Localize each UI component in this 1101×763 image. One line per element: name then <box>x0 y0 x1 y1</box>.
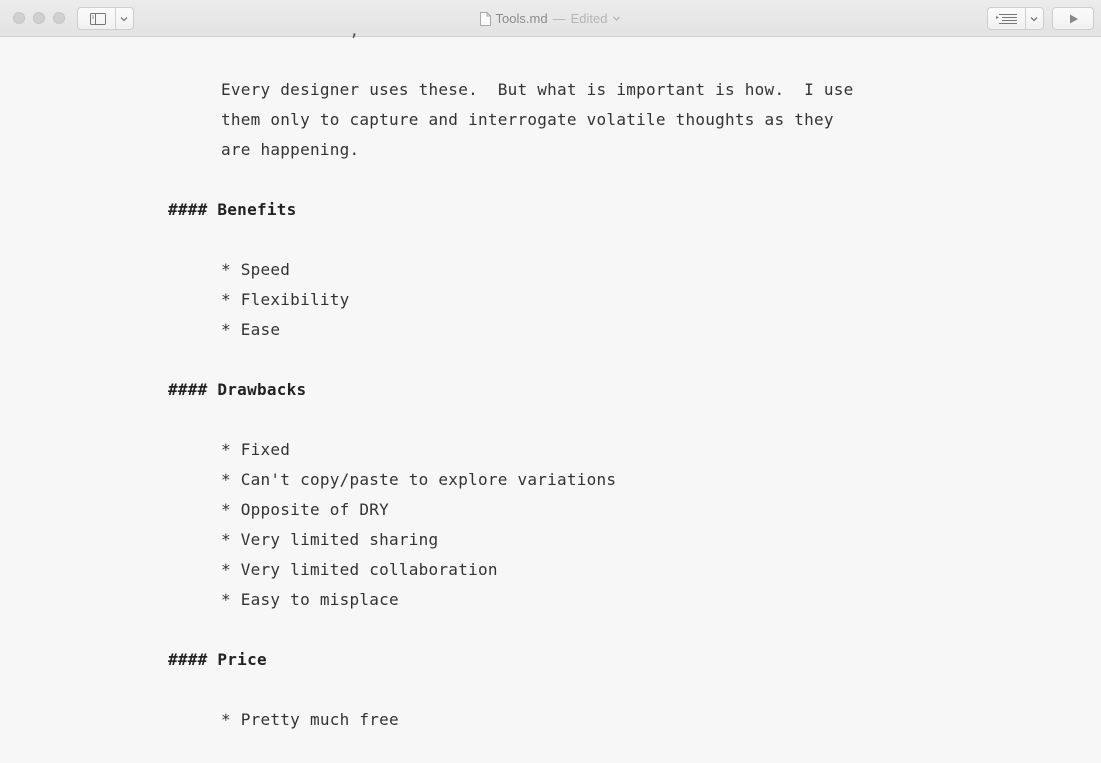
document-title[interactable] <box>480 0 622 37</box>
list-item: * Speed <box>221 260 291 279</box>
list-item: * Very limited collaboration <box>221 560 498 579</box>
clipped-line: , <box>221 21 360 40</box>
paragraph-line-3: are happening. <box>221 140 360 159</box>
list-item: * Can't copy/paste to explore variations <box>221 470 617 489</box>
zoom-window-button[interactable] <box>53 12 65 24</box>
preview-button[interactable] <box>1052 7 1094 30</box>
chevron-down-icon[interactable] <box>1028 13 1040 25</box>
list-item: * Easy to misplace <box>221 590 399 609</box>
list-item: * Pretty much free <box>221 710 399 729</box>
window-title-area <box>0 0 1101 37</box>
sidebar-icon <box>90 13 106 25</box>
close-window-button[interactable] <box>13 12 25 24</box>
list-item: * Opposite of DRY <box>221 500 390 519</box>
title-separator: — <box>552 11 566 26</box>
heading-price: #### Price <box>168 650 267 669</box>
paragraph-line-1: Every designer uses these. But what is important is how. I use <box>221 80 854 99</box>
markdown-editor[interactable] <box>0 21 1101 763</box>
minimize-window-button[interactable] <box>33 12 45 24</box>
list-item: * Flexibility <box>221 290 350 309</box>
play-icon <box>1069 14 1079 24</box>
edited-status: Edited <box>570 11 608 26</box>
document-name: Tools.md <box>495 11 548 26</box>
sidebar-toggle-button[interactable] <box>77 7 134 30</box>
list-item: * Very limited sharing <box>221 530 439 549</box>
paragraph-line-2: them only to capture and interrogate volatile thoughts as they <box>221 110 834 129</box>
chevron-down-icon <box>612 14 621 23</box>
heading-drawbacks: #### Drawbacks <box>168 380 307 399</box>
chevron-down-icon[interactable] <box>118 13 130 25</box>
document-icon <box>480 12 491 26</box>
list-item: * Ease <box>221 320 281 339</box>
title-bar <box>0 0 1101 37</box>
list-item: * Fixed <box>221 440 291 459</box>
heading-benefits: #### Benefits <box>168 200 297 219</box>
outline-list-icon <box>996 13 1020 25</box>
outline-button[interactable] <box>987 7 1044 30</box>
